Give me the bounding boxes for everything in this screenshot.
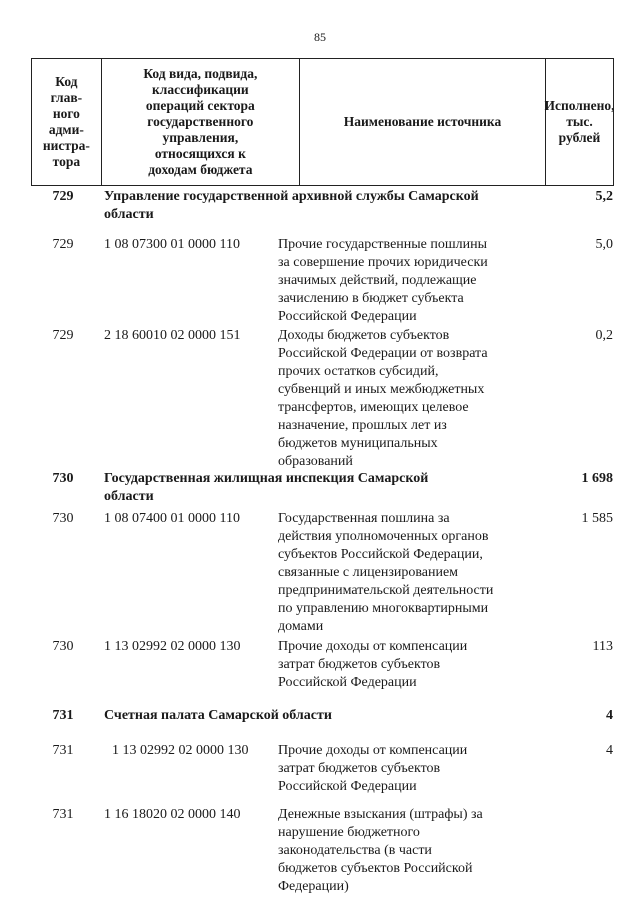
admin-code: 730 [52,639,74,654]
admin-code: 729 [52,328,74,343]
group-amount: 4 [606,708,613,723]
kbk-code: 1 13 02992 02 0000 130 [112,743,249,758]
kbk-code: 2 18 60010 02 0000 151 [104,328,241,343]
header-kbk-code: Код вида, подвида, классификации операций сектора государственного управления, относящихся к доходам бюджета [102,59,300,185]
page-number: 85 [314,30,326,44]
source-name: Прочие государственные пошлины за совершение прочих юридически значимых действий, подлежащие зачислению в бюджет субъекта Российской Федерации [278,237,488,324]
table-header [31,58,614,186]
kbk-code: 1 08 07400 01 0000 110 [104,511,240,526]
source-name: Прочие доходы от компенсации затрат бюджетов субъектов Российской Федерации [278,743,468,794]
group-amount: 1 698 [581,471,613,486]
admin-code: 731 [52,807,74,822]
amount: 1 585 [581,511,613,526]
header-amount: Исполнено, тыс. рублей [544,98,615,145]
kbk-code: 1 16 18020 02 0000 140 [104,807,241,822]
admin-code: 730 [52,511,74,526]
group-admin-code: 730 [52,471,74,486]
group-name: Государственная жилищная инспекция Самарской области [104,471,429,504]
admin-code: 731 [52,743,74,758]
kbk-code: 1 13 02992 02 0000 130 [104,639,241,654]
source-name: Прочие доходы от компенсации затрат бюджетов субъектов Российской Федерации [278,639,468,690]
amount: 0,2 [595,328,613,343]
kbk-code: 1 08 07300 01 0000 110 [104,237,240,252]
group-admin-code: 729 [52,189,74,204]
group-admin-code: 731 [52,708,74,723]
group-name: Счетная палата Самарской области [104,708,332,723]
admin-code: 729 [52,237,74,252]
group-name: Управление государственной архивной службы Самарской области [104,189,479,222]
source-name: Доходы бюджетов субъектов Российской Федерации от возврата прочих остатков субсидий, субвенций и иных межбюджетных трансфертов, имеющих целевое назначение, прошлых лет из бюджетов муниципальных образований [278,328,488,469]
amount: 4 [606,743,613,758]
header-source-name: Наименование источника [300,59,546,185]
source-name: Денежные взыскания (штрафы) за нарушение бюджетного законодательства (в части бюджетов субъектов Российской Федерации) [278,807,483,894]
header-admin-code: Код глав- ного адми- нистра- тора [32,59,102,185]
source-name: Государственная пошлина за действия уполномоченных органов субъектов Российской Федерации, связанные с лицензированием предпринимательской деятельности по управлению многоквартирными домами [278,511,494,634]
group-amount: 5,2 [595,189,613,204]
amount: 113 [592,639,613,654]
amount: 5,0 [595,237,613,252]
